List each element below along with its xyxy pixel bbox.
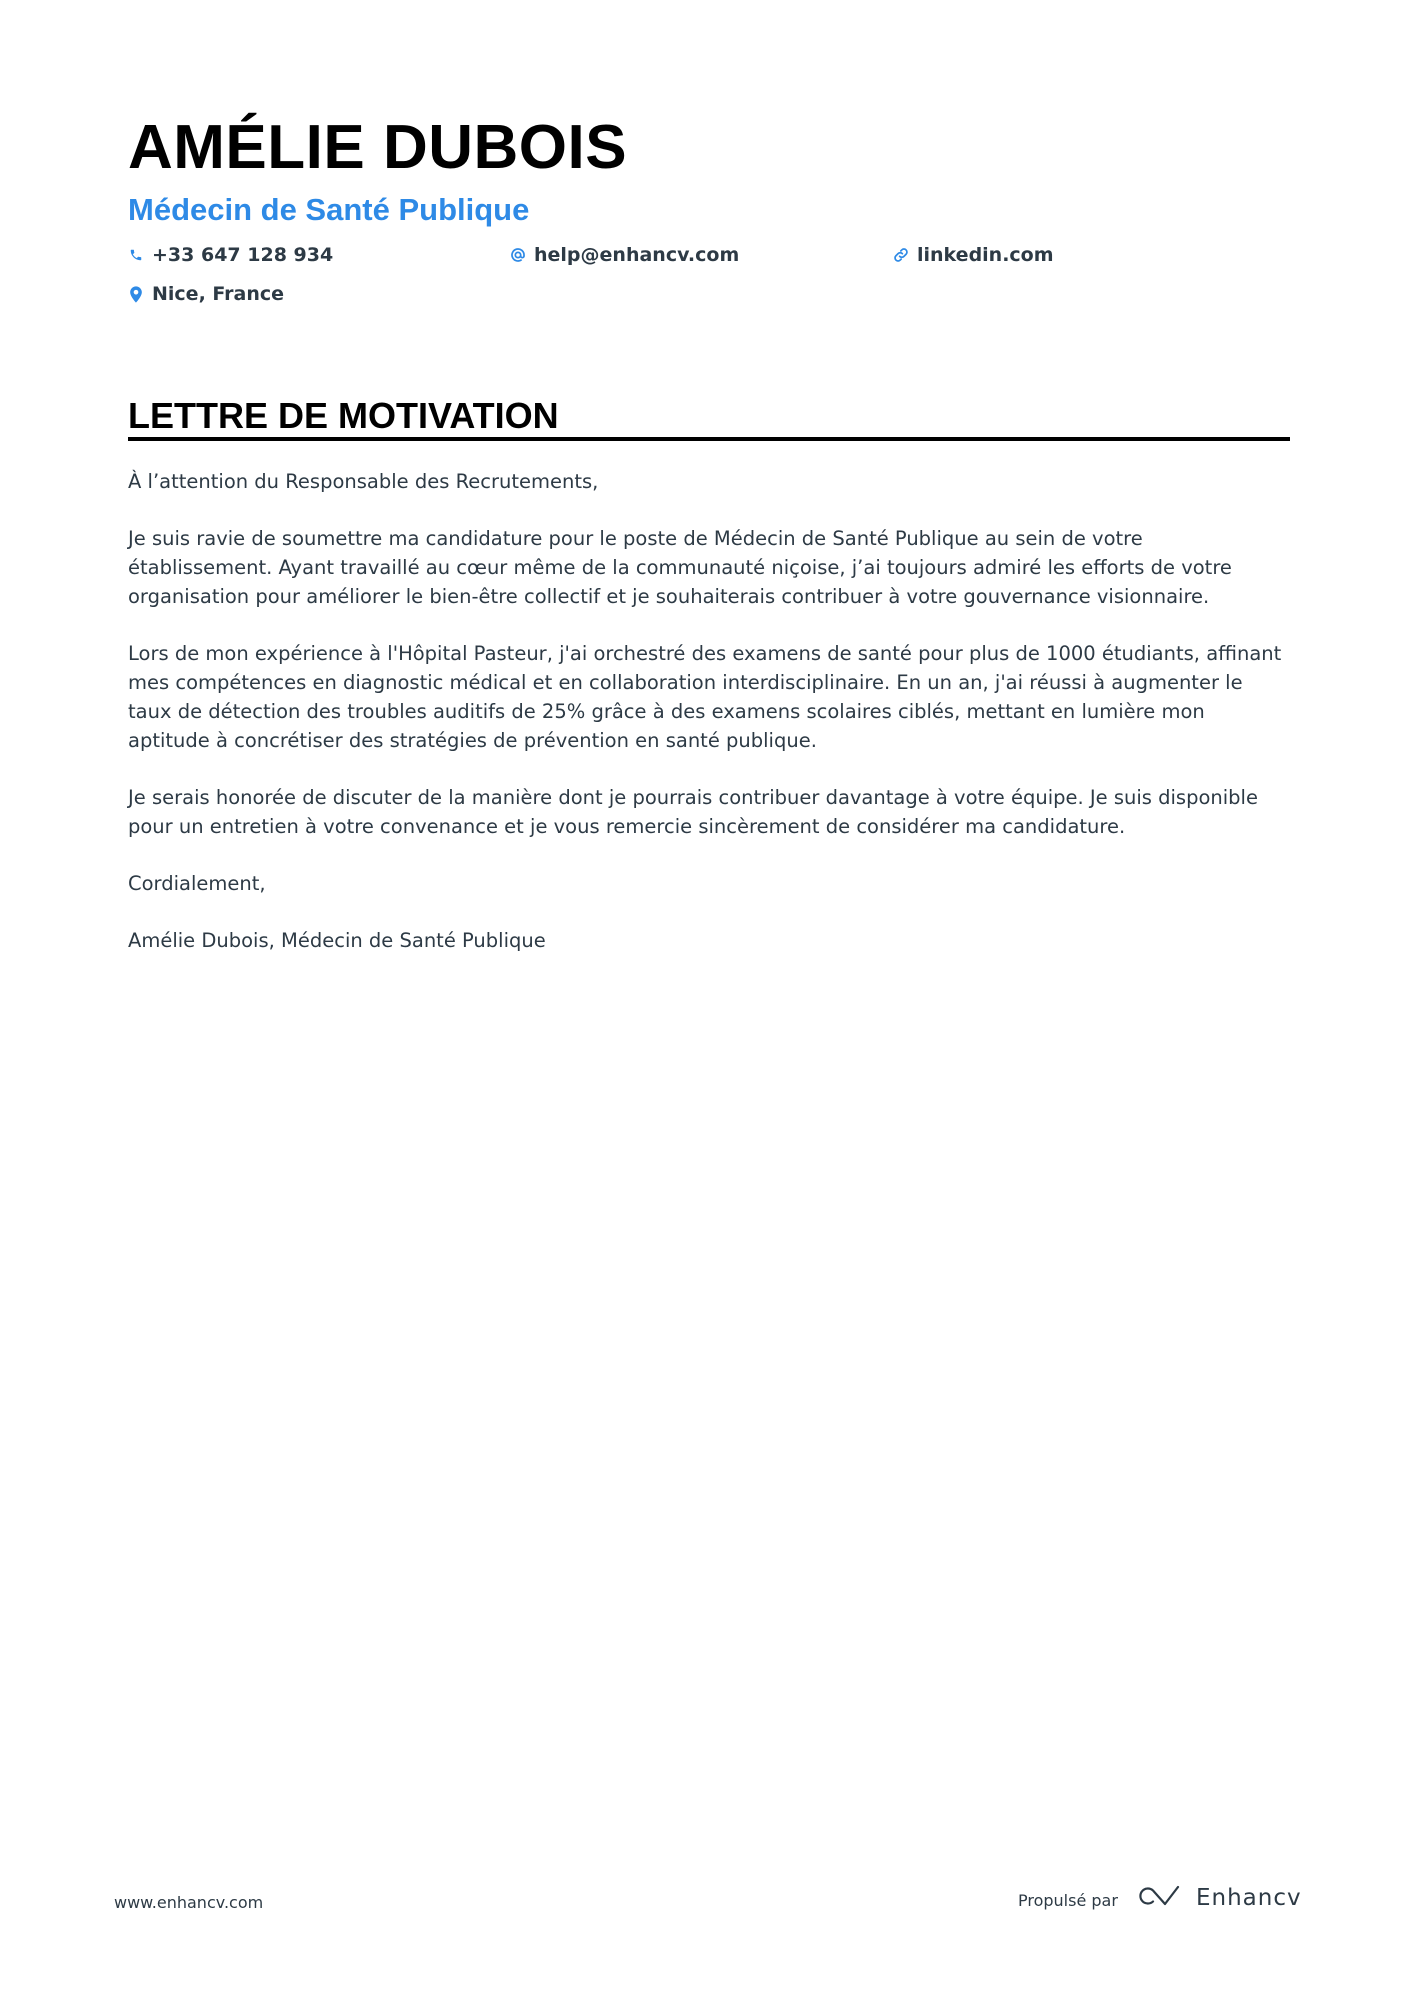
section-title: LETTRE DE MOTIVATION bbox=[128, 395, 559, 436]
letter-paragraph: Je suis ravie de soumettre ma candidature pour le poste de Médecin de Santé Publique au sein de votre établissement. Ayant travaillé au cœur même de la communauté niçoise, j’ai toujours admiré les efforts de votre organisation pour améliorer le bien-être collectif et je souhaiterais contribuer à votre gouvernance visionnaire. bbox=[128, 527, 1232, 608]
candidate-name: AMÉLIE DUBOIS bbox=[128, 113, 628, 182]
phone-text: +33 647 128 934 bbox=[152, 244, 334, 266]
phone-icon bbox=[128, 246, 144, 264]
link-text[interactable]: linkedin.com bbox=[917, 244, 1054, 266]
letter-closing: Cordialement, bbox=[128, 871, 266, 895]
section-divider bbox=[128, 437, 1290, 441]
contact-link[interactable] bbox=[893, 242, 1054, 268]
location-pin-icon bbox=[128, 285, 144, 303]
contact-phone bbox=[128, 242, 333, 268]
letter-paragraph: Lors de mon expérience à l'Hôpital Pasteur, j'ai orchestré des examens de santé pour plus de 1000 étudiants, affinant mes compétences en diagnostic médical et en collaboration interdisciplinaire. En un an, j'ai réussi à augmenter le taux de détection des troubles auditifs de 25% grâce à des examens scolaires ciblés, mettant en lumière mon aptitude à concrétiser des stratégies de prévention en santé publique. bbox=[128, 642, 1282, 752]
letter-paragraph: Je serais honorée de discuter de la manière dont je pourrais contribuer davantage à votre équipe. Je suis disponible pour un entretien à votre convenance et je vous remercie sincèrement de considérer ma candidature. bbox=[128, 785, 1258, 838]
footer-url[interactable]: www.enhancv.com bbox=[114, 1893, 264, 1912]
footer-brand-logo[interactable] bbox=[1138, 1883, 1302, 1913]
at-icon bbox=[510, 246, 526, 264]
footer-powered-by: Propulsé par bbox=[1018, 1891, 1118, 1910]
brand-name: Enhancv bbox=[1196, 1885, 1302, 1911]
contact-email[interactable] bbox=[510, 242, 739, 268]
contact-location bbox=[128, 281, 284, 307]
letter-salutation: À l’attention du Responsable des Recrutements, bbox=[128, 470, 599, 493]
link-icon bbox=[893, 246, 909, 264]
letter-body bbox=[128, 468, 1290, 985]
candidate-title: Médecin de Santé Publique bbox=[128, 192, 530, 227]
location-text: Nice, France bbox=[152, 283, 285, 305]
enhancv-logo-icon bbox=[1138, 1883, 1184, 1913]
email-text[interactable]: help@enhancv.com bbox=[534, 244, 740, 266]
letter-signature: Amélie Dubois, Médecin de Santé Publique bbox=[128, 929, 546, 953]
